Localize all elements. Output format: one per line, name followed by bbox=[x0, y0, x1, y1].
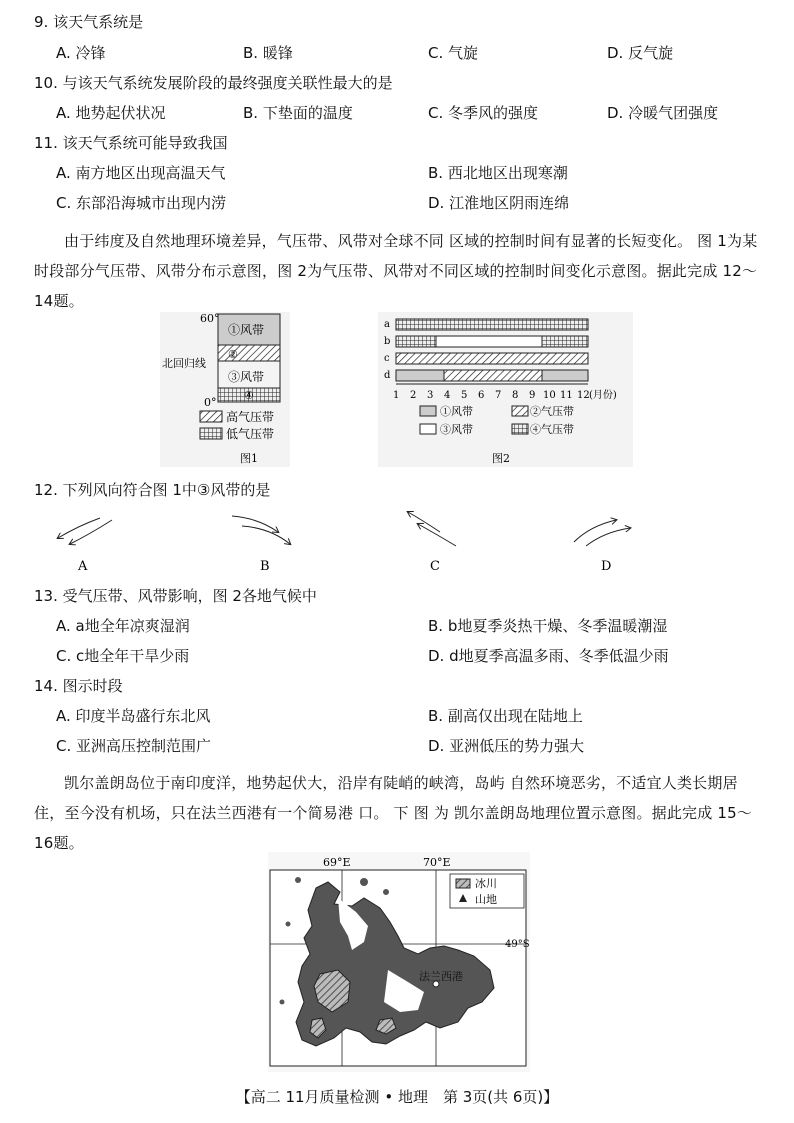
wind-arrow-c1 bbox=[408, 512, 440, 532]
q14-option-b: B. 副高仅出现在陆地上 bbox=[428, 707, 583, 725]
q10-option-c: C. 冬季风的强度 bbox=[428, 104, 539, 122]
q14-option-a: A. 印度半岛盛行东北风 bbox=[56, 707, 211, 725]
map-lon-69: 69°E bbox=[323, 856, 351, 869]
fig2-tick: 4 bbox=[444, 390, 451, 401]
passage-pressure-belts: 由于纬度及自然地理环境差异，气压带、风带对全球不同 区域的控制时间有显著的长短变化。 图 1为某时段部分气压带、风带分布示意图，图 2为气压带、风带对不同区域的控制时间变化示意图。据此完成 12～14题。 bbox=[34, 232, 758, 310]
fig1-band-3: ③风带 bbox=[228, 370, 265, 384]
fig2-caption: 图2 bbox=[492, 452, 510, 465]
fig2-unit: (月份) bbox=[589, 390, 617, 401]
map-lat-49: 49°S bbox=[505, 939, 530, 950]
q11-option-a: A. 南方地区出现高温天气 bbox=[56, 164, 226, 182]
fig2-tick: 6 bbox=[478, 390, 485, 401]
port-label: 法兰西港 bbox=[419, 970, 463, 983]
fig2-legend-2: ②气压带 bbox=[530, 405, 574, 418]
fig2-row-c: c bbox=[384, 353, 390, 364]
q14-option-c: C. 亚洲高压控制范围广 bbox=[56, 737, 212, 755]
q13-option-d: D. d地夏季高温多雨、冬季低温少雨 bbox=[428, 647, 669, 665]
wind-arrow-b2 bbox=[242, 526, 290, 544]
wind-arrow-a2 bbox=[70, 520, 112, 544]
q11-option-c: C. 东部沿海城市出现内涝 bbox=[56, 194, 227, 212]
q14-option-d: D. 亚洲低压的势力强大 bbox=[428, 737, 585, 755]
q12-option-c: C bbox=[430, 559, 440, 574]
figure-2 bbox=[378, 312, 633, 467]
q12-option-d: D bbox=[601, 559, 612, 574]
fig1-tropic-label: 北回归线 bbox=[162, 357, 206, 370]
q10-option-d: D. 冷暖气团强度 bbox=[607, 104, 719, 122]
q11-option-b: B. 西北地区出现寒潮 bbox=[428, 164, 568, 182]
figure-1 bbox=[160, 312, 290, 467]
question-14-stem: 14. 图示时段 bbox=[34, 677, 123, 695]
legend-glacier: 冰川 bbox=[475, 877, 497, 890]
fig2-tick: 9 bbox=[529, 390, 536, 401]
fig1-lat-0: 0° bbox=[204, 396, 217, 409]
question-10-stem: 10. 与该天气系统发展阶段的最终强度关联性最大的是 bbox=[34, 74, 393, 92]
fig2-row-d: d bbox=[384, 370, 391, 381]
fig2-tick: 11 bbox=[560, 390, 573, 401]
question-13-stem: 13. 受气压带、风带影响，图 2各地气候中 bbox=[34, 587, 317, 605]
q10-option-b: B. 下垫面的温度 bbox=[243, 104, 353, 122]
legend-glacier-swatch bbox=[456, 879, 470, 888]
fig1-band-1: ①风带 bbox=[228, 323, 265, 337]
wind-arrow-a1 bbox=[58, 518, 100, 538]
kerguelen-map bbox=[268, 852, 530, 1072]
fig2-tick: 1 bbox=[393, 390, 400, 401]
fig1-lat-60: 60° bbox=[200, 312, 220, 325]
fig1-caption: 图1 bbox=[240, 452, 258, 465]
fig2-legend-4: ④气压带 bbox=[530, 423, 574, 436]
q12-wind-options bbox=[50, 510, 750, 580]
question-11-stem: 11. 该天气系统可能导致我国 bbox=[34, 134, 228, 152]
q10-option-a: A. 地势起伏状况 bbox=[56, 104, 166, 122]
fig1-legend-low: 低气压带 bbox=[226, 427, 275, 441]
fig2-tick: 7 bbox=[495, 390, 502, 401]
wind-arrow-c2 bbox=[418, 524, 456, 546]
fig2-row-b: b bbox=[384, 336, 391, 347]
q13-option-a: A. a地全年凉爽湿润 bbox=[56, 617, 190, 635]
wind-arrow-d1 bbox=[574, 520, 616, 542]
fig2-legend-1: ①风带 bbox=[440, 405, 473, 418]
map-lon-70: 70°E bbox=[423, 856, 451, 869]
fig1-band-2: ② bbox=[228, 348, 238, 361]
fig2-row-a: a bbox=[384, 319, 390, 330]
q12-option-b: B bbox=[260, 559, 270, 574]
wind-arrow-d2 bbox=[586, 528, 630, 546]
fig1-legend-high: 高气压带 bbox=[226, 410, 275, 424]
q13-option-c: C. c地全年干旱少雨 bbox=[56, 647, 190, 665]
fig2-tick: 5 bbox=[461, 390, 468, 401]
q9-option-c: C. 气旋 bbox=[428, 44, 479, 62]
fig2-tick: 10 bbox=[543, 390, 556, 401]
q9-option-a: A. 冷锋 bbox=[56, 44, 106, 62]
fig2-tick: 8 bbox=[512, 390, 519, 401]
passage-kerguelen: 凯尔盖朗岛位于南印度洋，地势起伏大，沿岸有陡峭的峡湾，岛屿 自然环境恶劣，不适宜人类长期居住，至今没有机场，只在法兰西港有一个简易港 口。 下 图 为 凯尔盖朗岛地理位置示意图。据此完成 15～16题。 bbox=[34, 774, 753, 852]
page-footer: 【高二 11月质量检测 • 地理 第 3页(共 6页)】 bbox=[235, 1088, 559, 1106]
wind-arrow-b1 bbox=[232, 516, 278, 532]
q12-option-a: A bbox=[78, 559, 88, 574]
legend-mountain: 山地 bbox=[475, 893, 497, 906]
question-12-stem: 12. 下列风向符合图 1中③风带的是 bbox=[34, 481, 271, 499]
fig2-tick: 2 bbox=[410, 390, 417, 401]
q13-option-b: B. b地夏季炎热干燥、冬季温暖潮湿 bbox=[428, 617, 668, 635]
q11-option-d: D. 江淮地区阴雨连绵 bbox=[428, 194, 570, 212]
q9-option-d: D. 反气旋 bbox=[607, 44, 674, 62]
fig2-tick: 3 bbox=[427, 390, 434, 401]
fig2-legend-3: ③风带 bbox=[440, 423, 473, 436]
fig2-tick: 12 bbox=[577, 390, 590, 401]
fig1-band-4: ④ bbox=[244, 389, 254, 402]
q9-option-b: B. 暖锋 bbox=[243, 44, 293, 62]
question-9-stem: 9. 该天气系统是 bbox=[34, 13, 144, 31]
